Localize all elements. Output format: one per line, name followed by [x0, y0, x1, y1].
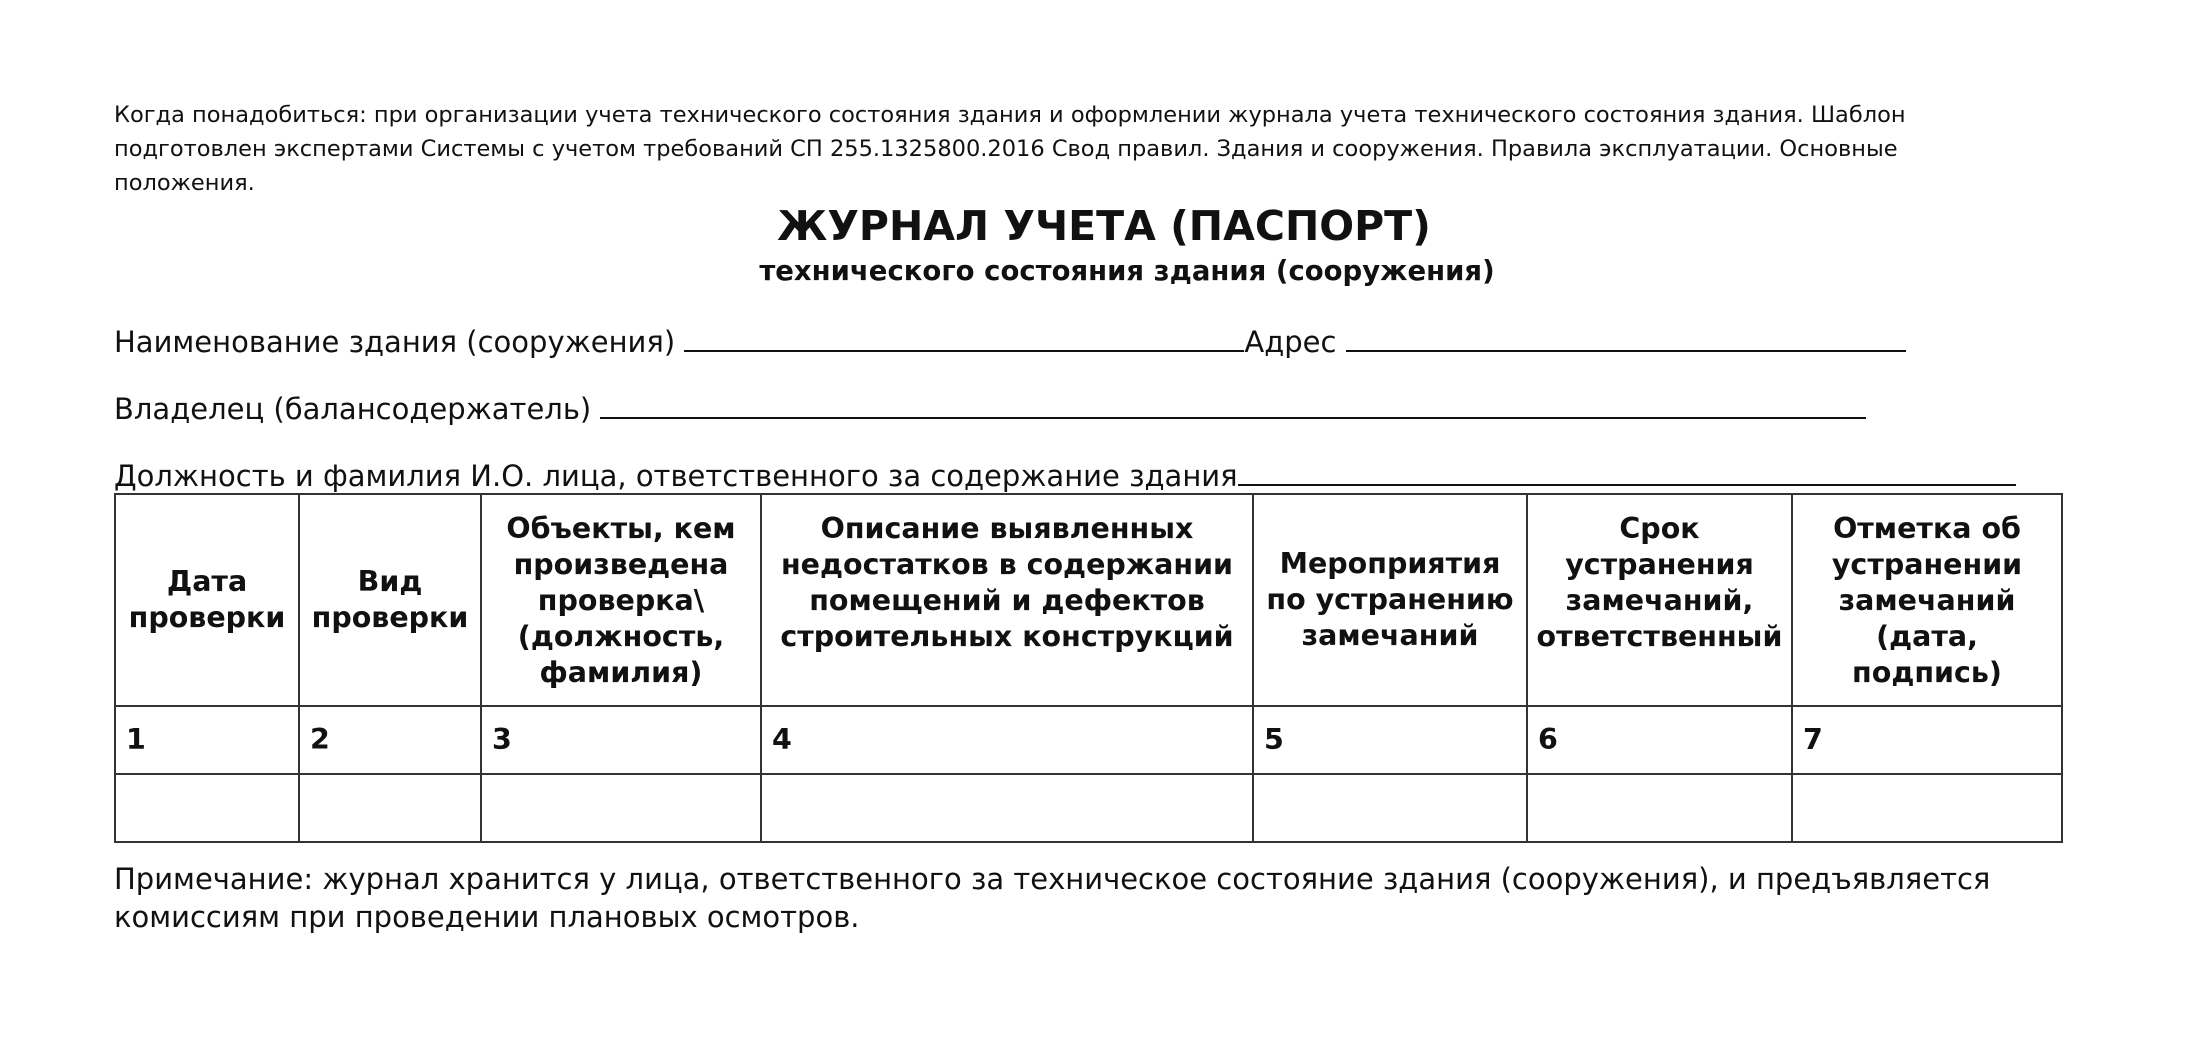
intro-line: Когда понадобиться: при организации учета технического состояния здания и оформлении журнала учета технического состояния здания. Шаблон — [114, 102, 1906, 128]
responsible-label: Должность и фамилия И.О. лица, ответственного за содержание здания — [114, 459, 1238, 493]
table-header-text: Дата проверки — [128, 565, 286, 634]
table-header-cell — [1253, 494, 1527, 706]
responsible-line[interactable] — [1238, 458, 2016, 486]
table-cell[interactable] — [1527, 774, 1792, 842]
document-subtitle: технического состояния здания (сооружения) — [759, 255, 1495, 287]
responsible-field — [114, 456, 2016, 496]
table-row — [115, 774, 2062, 842]
table-header-text: Мероприятия по устранению замечаний — [1266, 547, 1514, 652]
address-label: Адрес — [1244, 325, 1346, 359]
table-header-cell — [1527, 494, 1792, 706]
building-name-label: Наименование здания (сооружения) — [114, 325, 685, 359]
table-cell[interactable] — [1792, 774, 2062, 842]
table-cell[interactable] — [481, 774, 761, 842]
footnote-line: комиссиям при проведении плановых осмотров. — [114, 900, 860, 934]
column-number: 7 — [1792, 706, 2062, 774]
building-name-line[interactable] — [684, 324, 1244, 352]
owner-label: Владелец (балансодержатель) — [114, 392, 601, 426]
table-header-cell — [115, 494, 299, 706]
intro-line: положения. — [114, 170, 255, 196]
intro-line: подготовлен экспертами Системы с учетом требований СП 255.1325800.2016 Свод правил. Здания и сооружения. Правила эксплуатации. Основные — [114, 136, 1898, 162]
table-header-cell — [761, 494, 1253, 706]
column-number: 3 — [481, 706, 761, 774]
table-header-cell — [481, 494, 761, 706]
table-cell[interactable] — [761, 774, 1253, 842]
table-cell[interactable] — [299, 774, 481, 842]
column-number: 4 — [761, 706, 1253, 774]
table-cell[interactable] — [1253, 774, 1527, 842]
table-header-row — [115, 494, 2062, 706]
table-header-cell — [299, 494, 481, 706]
column-number: 2 — [299, 706, 481, 774]
owner-line[interactable] — [600, 391, 1866, 419]
building-name-field — [114, 322, 1906, 362]
column-number: 6 — [1527, 706, 1792, 774]
intro-text — [114, 98, 2074, 200]
column-number: 5 — [1253, 706, 1527, 774]
table-header-text: Вид проверки — [311, 565, 469, 634]
table-header-text: Отметка об устранении замечаний (дата, подпись) — [1831, 512, 2023, 689]
address-line[interactable] — [1346, 324, 1906, 352]
table-header-cell — [1792, 494, 2062, 706]
table-number-row — [115, 706, 2062, 774]
table-header-text: Срок устранения замечаний, ответственный — [1536, 512, 1783, 653]
owner-field — [114, 389, 1866, 429]
journal-table — [114, 493, 2063, 843]
table-header-text: Описание выявленных недостатков в содержании помещений и дефектов строительных конструкций — [780, 512, 1234, 653]
footnote — [114, 860, 2104, 936]
column-number: 1 — [115, 706, 299, 774]
table-header-text: Объекты, кем произведена проверка\ (должность, фамилия) — [506, 512, 736, 689]
footnote-line: Примечание: журнал хранится у лица, ответственного за техническое состояние здания (сооружения), и предъявляется — [114, 862, 1991, 896]
table-cell[interactable] — [115, 774, 299, 842]
document-title: ЖУРНАЛ УЧЕТА (ПАСПОРТ) — [777, 202, 1431, 250]
